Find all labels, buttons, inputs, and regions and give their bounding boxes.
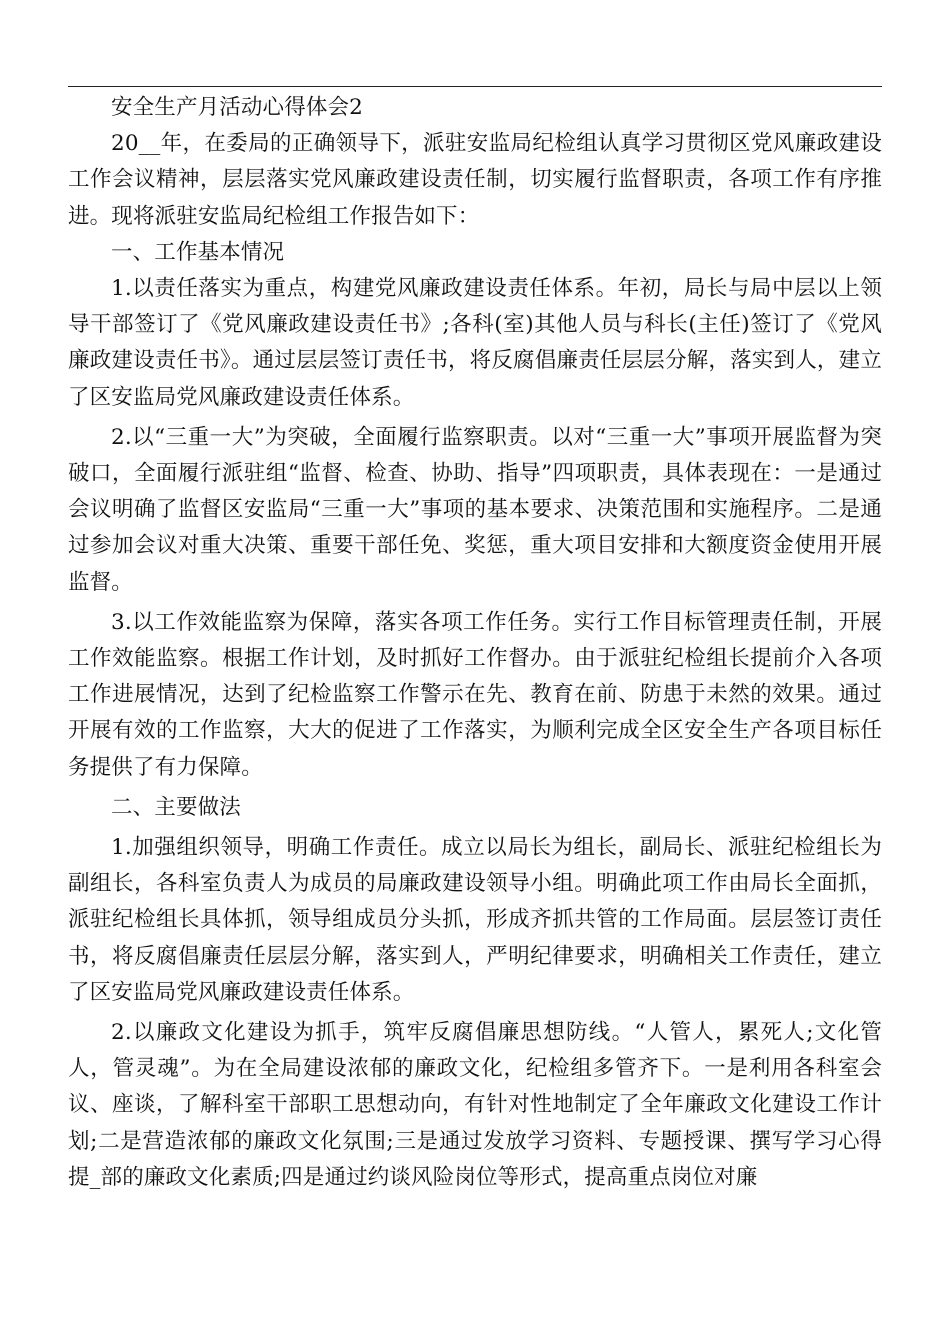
paragraph-2-1: 1.加强组织领导，明确工作责任。成立以局长为组长，副局长、派驻纪检组长为副组长，各科室负责人为成员的局廉政建设领导小组。明确此项工作由局长全面抓，派驻纪检组长具体抓，领导组成员分头抓，形成齐抓共管的工作局面。层层签订责任书，将反腐倡廉责任层层分解，落实到人，严明纪律要求，明确相关工作责任，建立了区安监局党风廉政建设责任体系。 [68,835,882,1005]
paragraph-intro: 20__年，在委局的正确领导下，派驻安监局纪检组认真学习贯彻区党风廉政建设工作会议精神，层层落实党风廉政建设责任制，切实履行监督职责，各项工作有序推进。现将派驻安监局纪检组工作报告如下： [68,131,882,229]
paragraph-1-3: 3.以工作效能监察为保障，落实各项工作任务。实行工作目标管理责任制，开展工作效能监察。根据工作计划，及时抓好工作督办。由于派驻纪检组长提前介入各项工作进展情况，达到了纪检监察工作警示在先、教育在前、防患于未然的效果。通过开展有效的工作监察，大大的促进了工作落实，为顺利完成全区安全生产各项目标任务提供了有力保障。 [68,609,882,780]
section-heading-1: 一、工作基本情况 [111,239,285,265]
section-heading-2: 二、主要做法 [111,794,241,820]
header-rule [68,86,882,87]
document-body [68,90,882,1196]
document-title: 安全生产月活动心得体会2 [111,95,363,120]
paragraph-1-1: 1.以责任落实为重点，构建党风廉政建设责任体系。年初，局长与局中层以上领导干部签订了《党风廉政建设责任书》;各科(室)其他人员与科长(主任)签订了《党风廉政建设责任书》。通过层层签订责任书，将反腐倡廉责任层层分解，落实到人，建立了区安监局党风廉政建设责任体系。 [68,276,882,410]
paragraph-2-2: 2.以廉政文化建设为抓手，筑牢反腐倡廉思想防线。“人管人，累死人;文化管人，管灵魂”。为在全局建设浓郁的廉政文化，纪检组多管齐下。一是利用各科室会议、座谈，了解科室干部职工思想动向，有针对性地制定了全年廉政文化建设工作计划;二是营造浓郁的廉政文化氛围;三是通过发放学习资料、专题授课、撰写学习心得提_部的廉政文化素质;四是通过约谈风险岗位等形式，提高重点岗位对廉 [68,1020,882,1190]
paragraph-1-2: 2.以“三重一大”为突破，全面履行监察职责。以对“三重一大”事项开展监督为突破口，全面履行派驻组“监督、检查、协助、指导”四项职责，具体表现在：一是通过会议明确了监督区安监局“三重一大”事项的基本要求、决策范围和实施程序。二是通过参加会议对重大决策、重要干部任免、奖惩，重大项目安排和大额度资金使用开展监督。 [68,424,882,595]
